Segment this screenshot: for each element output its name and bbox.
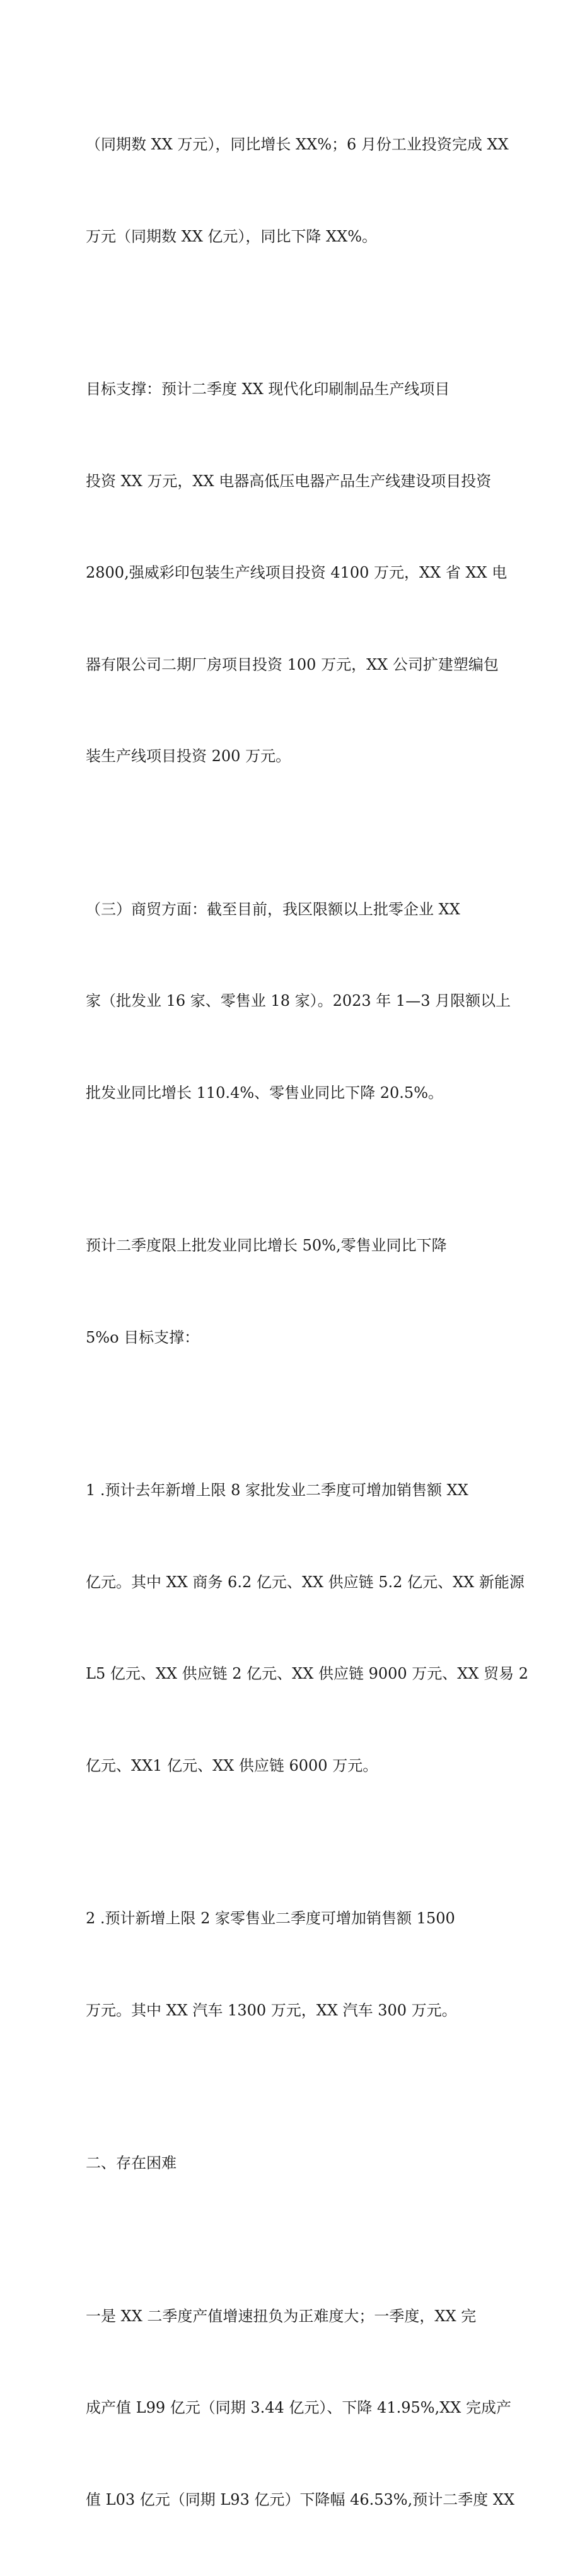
paragraph-target-support-projects <box>86 313 502 833</box>
text-line: 预计二季度限上批发业同比增长 50%,零售业同比下降 <box>86 1230 502 1261</box>
paragraph-commerce-trade <box>86 833 502 1170</box>
text-line: 一是 XX 二季度产值增速扭负为正难度大；一季度，XX 完 <box>86 2301 502 2332</box>
paragraph-difficulty-1 <box>86 2240 502 2576</box>
text-line: 二、存在困难 <box>86 2148 502 2179</box>
text-line: 目标支撑：预计二季度 XX 现代化印刷制品生产线项目 <box>86 374 502 405</box>
text-line: （同期数 XX 万元），同比增长 XX%；6 月份工业投资完成 XX <box>86 129 502 160</box>
text-line: （三）商贸方面：截至目前，我区限额以上批零企业 XX <box>86 894 502 925</box>
paragraph-item-1-wholesale <box>86 1414 502 1842</box>
text-line: 器有限公司二期厂房项目投资 100 万元，XX 公司扩建塑编包 <box>86 650 502 680</box>
text-line: 1 .预计去年新增上限 8 家批发业二季度可增加销售额 XX <box>86 1475 502 1506</box>
text-line: 家（批发业 16 家、零售业 18 家）。2023 年 1—3 月限额以上 <box>86 986 502 1017</box>
paragraph-q2-forecast <box>86 1169 502 1414</box>
text-line: 2800,强威彩印包装生产线项目投资 4100 万元，XX 省 XX 电 <box>86 557 502 588</box>
text-line: 投资 XX 万元，XX 电器高低压电器产品生产线建设项目投资 <box>86 466 502 497</box>
text-line: 值 L03 亿元（同期 L93 亿元）下降幅 46.53%,预计二季度 XX <box>86 2485 502 2515</box>
text-line: 成产值 L99 亿元（同期 3.44 亿元）、下降 41.95%,XX 完成产 <box>86 2392 502 2423</box>
text-line: 批发业同比增长 110.4%、零售业同比下降 20.5%。 <box>86 1078 502 1109</box>
text-line: 亿元、XX1 亿元、XX 供应链 6000 万元。 <box>86 1751 502 1781</box>
text-line: 5%o 目标支撑： <box>86 1322 502 1353</box>
text-line: 万元（同期数 XX 亿元），同比下降 XX%。 <box>86 221 502 252</box>
document-body <box>86 68 502 2576</box>
text-line: 万元。其中 XX 汽车 1300 万元，XX 汽车 300 万元。 <box>86 1995 502 2026</box>
paragraph-item-2-retail <box>86 1842 502 2087</box>
paragraph-investment-summary <box>86 68 502 313</box>
document-page <box>0 0 580 820</box>
text-line: L5 亿元、XX 供应链 2 亿元、XX 供应链 9000 万元、XX 贸易 2 <box>86 1658 502 1689</box>
text-line: 装生产线项目投资 200 万元。 <box>86 741 502 772</box>
text-line: 亿元。其中 XX 商务 6.2 亿元、XX 供应链 5.2 亿元、XX 新能源 <box>86 1567 502 1598</box>
section-heading-difficulties <box>86 2087 502 2240</box>
text-line: 2 .预计新增上限 2 家零售业二季度可增加销售额 1500 <box>86 1903 502 1934</box>
